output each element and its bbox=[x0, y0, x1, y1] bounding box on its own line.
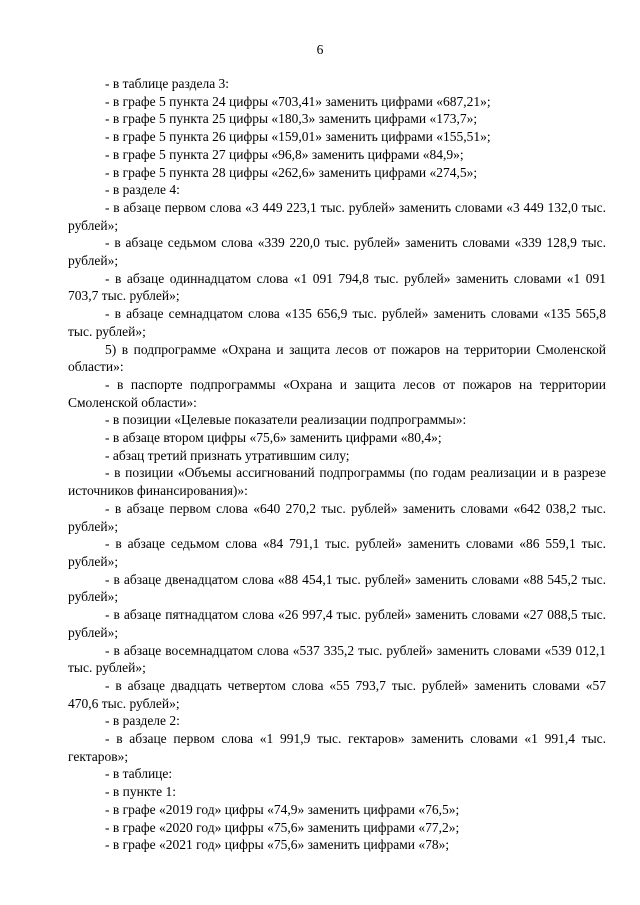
paragraph: - в паспорте подпрограммы «Охрана и защита лесов от пожаров на территории Смоленской области»: bbox=[68, 376, 606, 410]
paragraph: - в абзаце двадцать четвертом слова «55 793,7 тыс. рублей» заменить словами «57 470,6 тыс. рублей»; bbox=[68, 677, 606, 711]
paragraph: - в графе 5 пункта 27 цифры «96,8» заменить цифрами «84,9»; bbox=[105, 146, 464, 162]
paragraph: - в абзаце первом слова «3 449 223,1 тыс. рублей» заменить словами «3 449 132,0 тыс. рублей»; bbox=[68, 199, 606, 233]
paragraph: - в абзаце одиннадцатом слова «1 091 794,8 тыс. рублей» заменить словами «1 091 703,7 тыс. рублей»; bbox=[68, 270, 606, 304]
paragraph: - в таблице раздела 3: bbox=[105, 76, 230, 91]
paragraph: - в абзаце втором цифры «75,6» заменить цифрами «80,4»; bbox=[105, 430, 442, 446]
paragraph: - в графе 5 пункта 26 цифры «159,01» заменить цифрами «155,51»; bbox=[105, 129, 491, 145]
paragraph: - в графе «2021 год» цифры «75,6» заменить цифрами «78»; bbox=[105, 837, 450, 853]
paragraph: - в абзаце семнадцатом слова «135 656,9 тыс. рублей» заменить словами «135 565,8 тыс. рублей»; bbox=[68, 306, 606, 339]
paragraph: - в абзаце седьмом слова «339 220,0 тыс. рублей» заменить словами «339 128,9 тыс. рублей»; bbox=[68, 235, 606, 269]
document-body bbox=[68, 75, 606, 854]
paragraph: - в графе 5 пункта 24 цифры «703,41» заменить цифрами «687,21»; bbox=[105, 93, 491, 109]
paragraph: - в позиции «Объемы ассигнований подпрограммы (по годам реализации и в разрезе источников финансирования)»: bbox=[68, 465, 606, 499]
paragraph: - в абзаце первом слова «640 270,2 тыс. рублей» заменить словами «642 038,2 тыс. рублей»; bbox=[68, 500, 606, 534]
paragraph: - в разделе 2: bbox=[105, 713, 180, 729]
paragraph: - в пункте 1: bbox=[105, 784, 176, 800]
paragraph: - в графе 5 пункта 28 цифры «262,6» заменить цифрами «274,5»; bbox=[105, 164, 478, 180]
paragraph: - в графе «2020 год» цифры «75,6» заменить цифрами «77,2»; bbox=[105, 819, 460, 835]
paragraph: - в графе 5 пункта 25 цифры «180,3» заменить цифрами «173,7»; bbox=[105, 111, 478, 127]
paragraph: - в абзаце первом слова «1 991,9 тыс. гектаров» заменить словами «1 991,4 тыс. гектаров»; bbox=[68, 731, 606, 764]
paragraph: - абзац третий признать утратившим силу; bbox=[105, 447, 350, 463]
paragraph: - в абзаце восемнадцатом слова «537 335,2 тыс. рублей» заменить словами «539 012,1 тыс. рублей»; bbox=[68, 642, 606, 676]
paragraph: - в разделе 4: bbox=[105, 182, 180, 198]
paragraph: - в позиции «Целевые показатели реализации подпрограммы»: bbox=[105, 412, 467, 428]
paragraph: - в абзаце пятнадцатом слова «26 997,4 тыс. рублей» заменить словами «27 088,5 тыс. рублей»; bbox=[68, 607, 606, 640]
page-number: 6 bbox=[316, 42, 324, 57]
paragraph: - в таблице: bbox=[105, 766, 173, 782]
paragraph: 5) в подпрограмме «Охрана и защита лесов от пожаров на территории Смоленской области»: bbox=[68, 341, 606, 375]
paragraph: - в абзаце двенадцатом слова «88 454,1 тыс. рублей» заменить словами «88 545,2 тыс. рублей»; bbox=[68, 571, 606, 605]
paragraph: - в графе «2019 год» цифры «74,9» заменить цифрами «76,5»; bbox=[105, 801, 460, 817]
paragraph: - в абзаце седьмом слова «84 791,1 тыс. рублей» заменить словами «86 559,1 тыс. рублей»; bbox=[68, 536, 606, 569]
